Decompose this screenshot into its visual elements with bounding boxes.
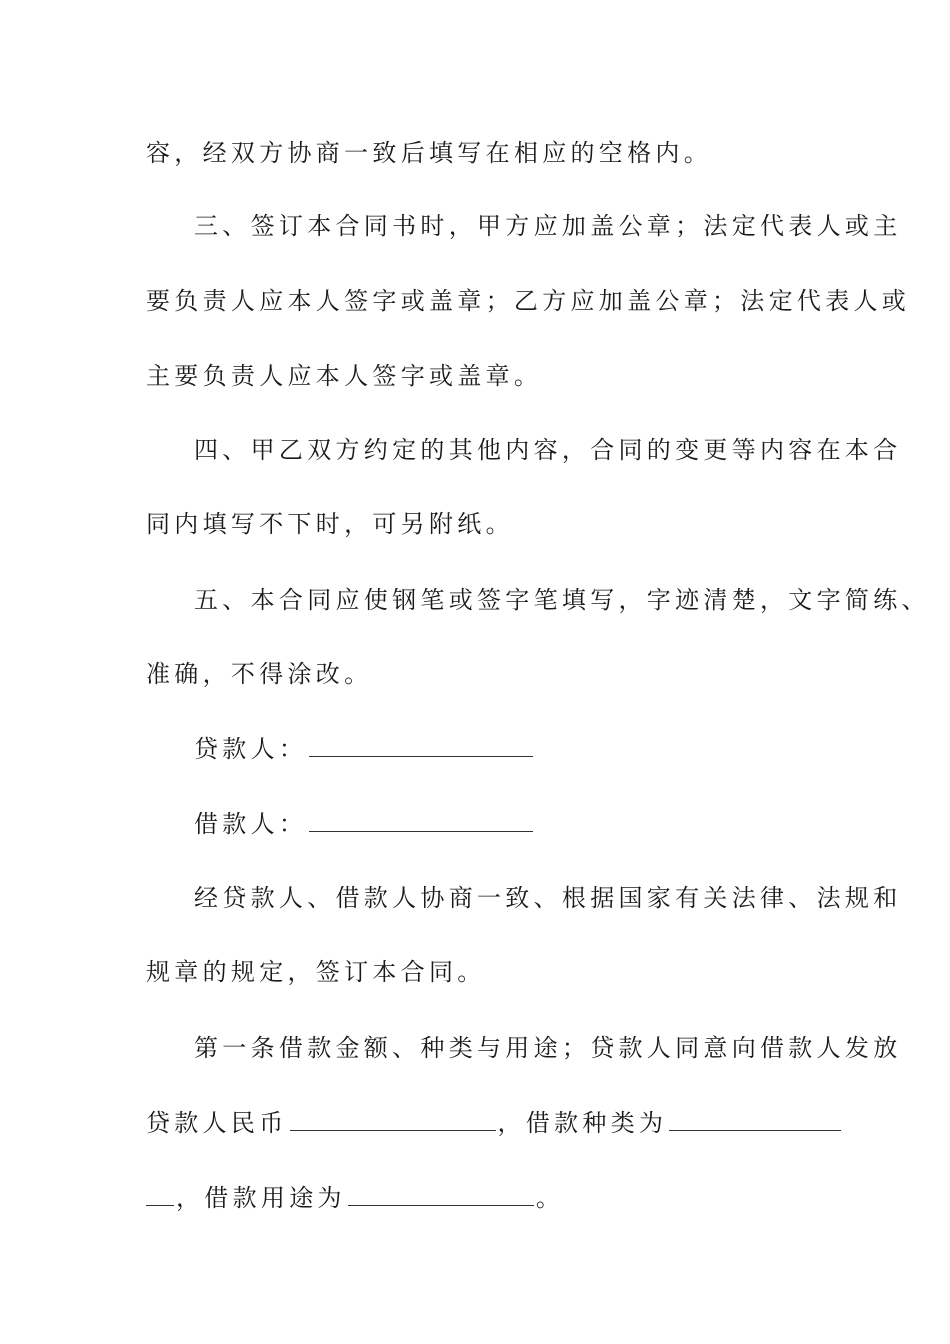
loan-type-label: ，借款种类为: [497, 1109, 668, 1137]
borrower-row: [194, 809, 535, 839]
clause-4-line-1: 四、甲乙双方约定的其他内容，合同的变更等内容在本合: [194, 436, 902, 464]
borrower-blank-field[interactable]: [309, 809, 533, 832]
lender-label: 贷款人：: [194, 735, 308, 763]
clause-4-line-2: 同内填写不下时，可另附纸。: [146, 510, 514, 538]
clause-3-line-1: 三、签订本合同书时，甲方应加盖公章；法定代表人或主: [194, 212, 902, 240]
loan-purpose-label: ，借款用途为: [176, 1184, 346, 1212]
borrower-label: 借款人：: [194, 810, 308, 838]
clause-5-line-1: 五、本合同应使钢笔或签字笔填写，字迹清楚，文字简练、: [194, 586, 930, 614]
loan-type-blank-field[interactable]: [669, 1108, 841, 1131]
loan-purpose-blank-field[interactable]: [348, 1183, 534, 1206]
amount-label: 贷款人民币: [146, 1109, 288, 1137]
lender-blank-field[interactable]: [309, 734, 533, 757]
clause-5-line-2: 准确，不得涂改。: [146, 660, 373, 688]
clause-3-line-2: 要负责人应本人签字或盖章；乙方应加盖公章；法定代表人或: [146, 287, 911, 315]
preamble-line-2: 规章的规定，签订本合同。: [146, 958, 486, 986]
period-mark: 。: [535, 1184, 565, 1212]
loan-amount-blank-field[interactable]: [290, 1108, 496, 1131]
lender-row: [194, 734, 535, 764]
preamble-line-1: 经贷款人、借款人协商一致、根据国家有关法律、法规和: [194, 884, 902, 912]
article-1-line-3: [146, 1183, 564, 1213]
article-1-line-1: 第一条借款金额、种类与用途；贷款人同意向借款人发放: [194, 1034, 902, 1062]
clause-3-line-3: 主要负责人应本人签字或盖章。: [146, 362, 543, 390]
loan-type-blank-continued[interactable]: [146, 1183, 174, 1206]
article-1-line-2: [146, 1108, 843, 1138]
text-line: 容，经双方协商一致后填写在相应的空格内。: [146, 139, 712, 167]
